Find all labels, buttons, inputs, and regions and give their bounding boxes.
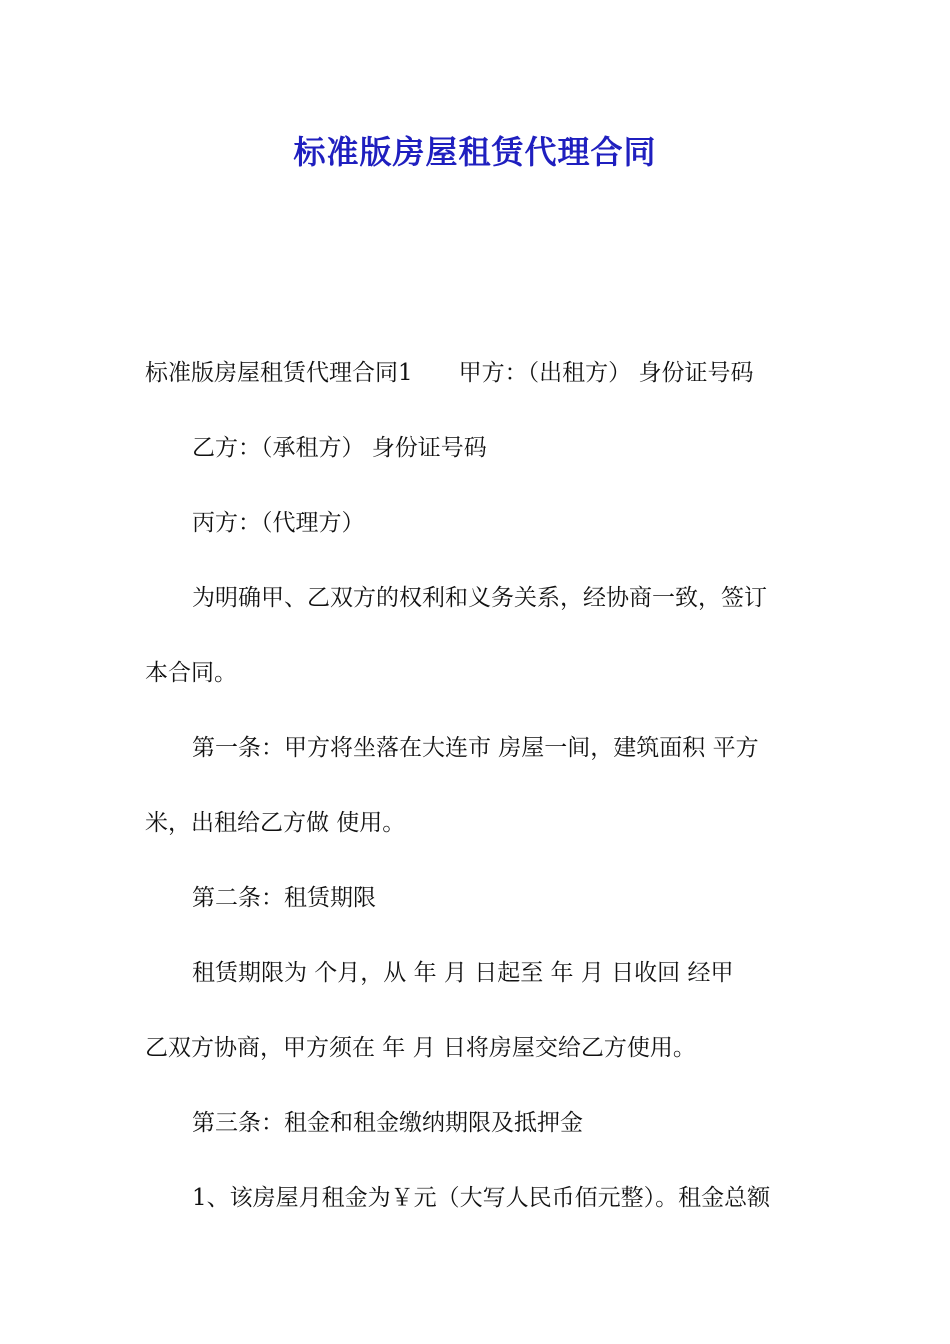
paragraph-line-2: 乙方：（承租方） 身份证号码 <box>192 435 487 461</box>
party-a-text: 甲方：（出租方） 身份证号码 <box>458 360 754 386</box>
paragraph-line-7: 米，出租给乙方做 使用。 <box>145 810 406 836</box>
paragraph-line-6: 第一条：甲方将坐落在大连市 房屋一间，建筑面积 平方 <box>192 735 759 761</box>
paragraph-line-11: 第三条：租金和租金缴纳期限及抵押金 <box>192 1110 583 1136</box>
paragraph-line-1 <box>145 336 810 411</box>
paragraph-line-8: 第二条：租赁期限 <box>192 885 376 911</box>
paragraph-line-9: 租赁期限为 个月，从 年 月 日起至 年 月 日收回 经甲 <box>192 960 734 986</box>
paragraph-line-4: 为明确甲、乙双方的权利和义务关系，经协商一致，签订 <box>192 585 767 611</box>
paragraph-line-12: 1、该房屋月租金为￥元（大写人民币佰元整）。租金总额 <box>192 1185 771 1211</box>
document-title: 标准版房屋租赁代理合同 <box>293 133 657 171</box>
paragraph-line-10: 乙双方协商，甲方须在 年 月 日将房屋交给乙方使用。 <box>145 1035 696 1061</box>
paragraph-line-5: 本合同。 <box>145 660 237 686</box>
paragraph-line-3: 丙方：（代理方） <box>192 510 365 536</box>
document-body <box>145 336 810 1236</box>
subtitle-text: 标准版房屋租赁代理合同1 <box>145 360 413 386</box>
